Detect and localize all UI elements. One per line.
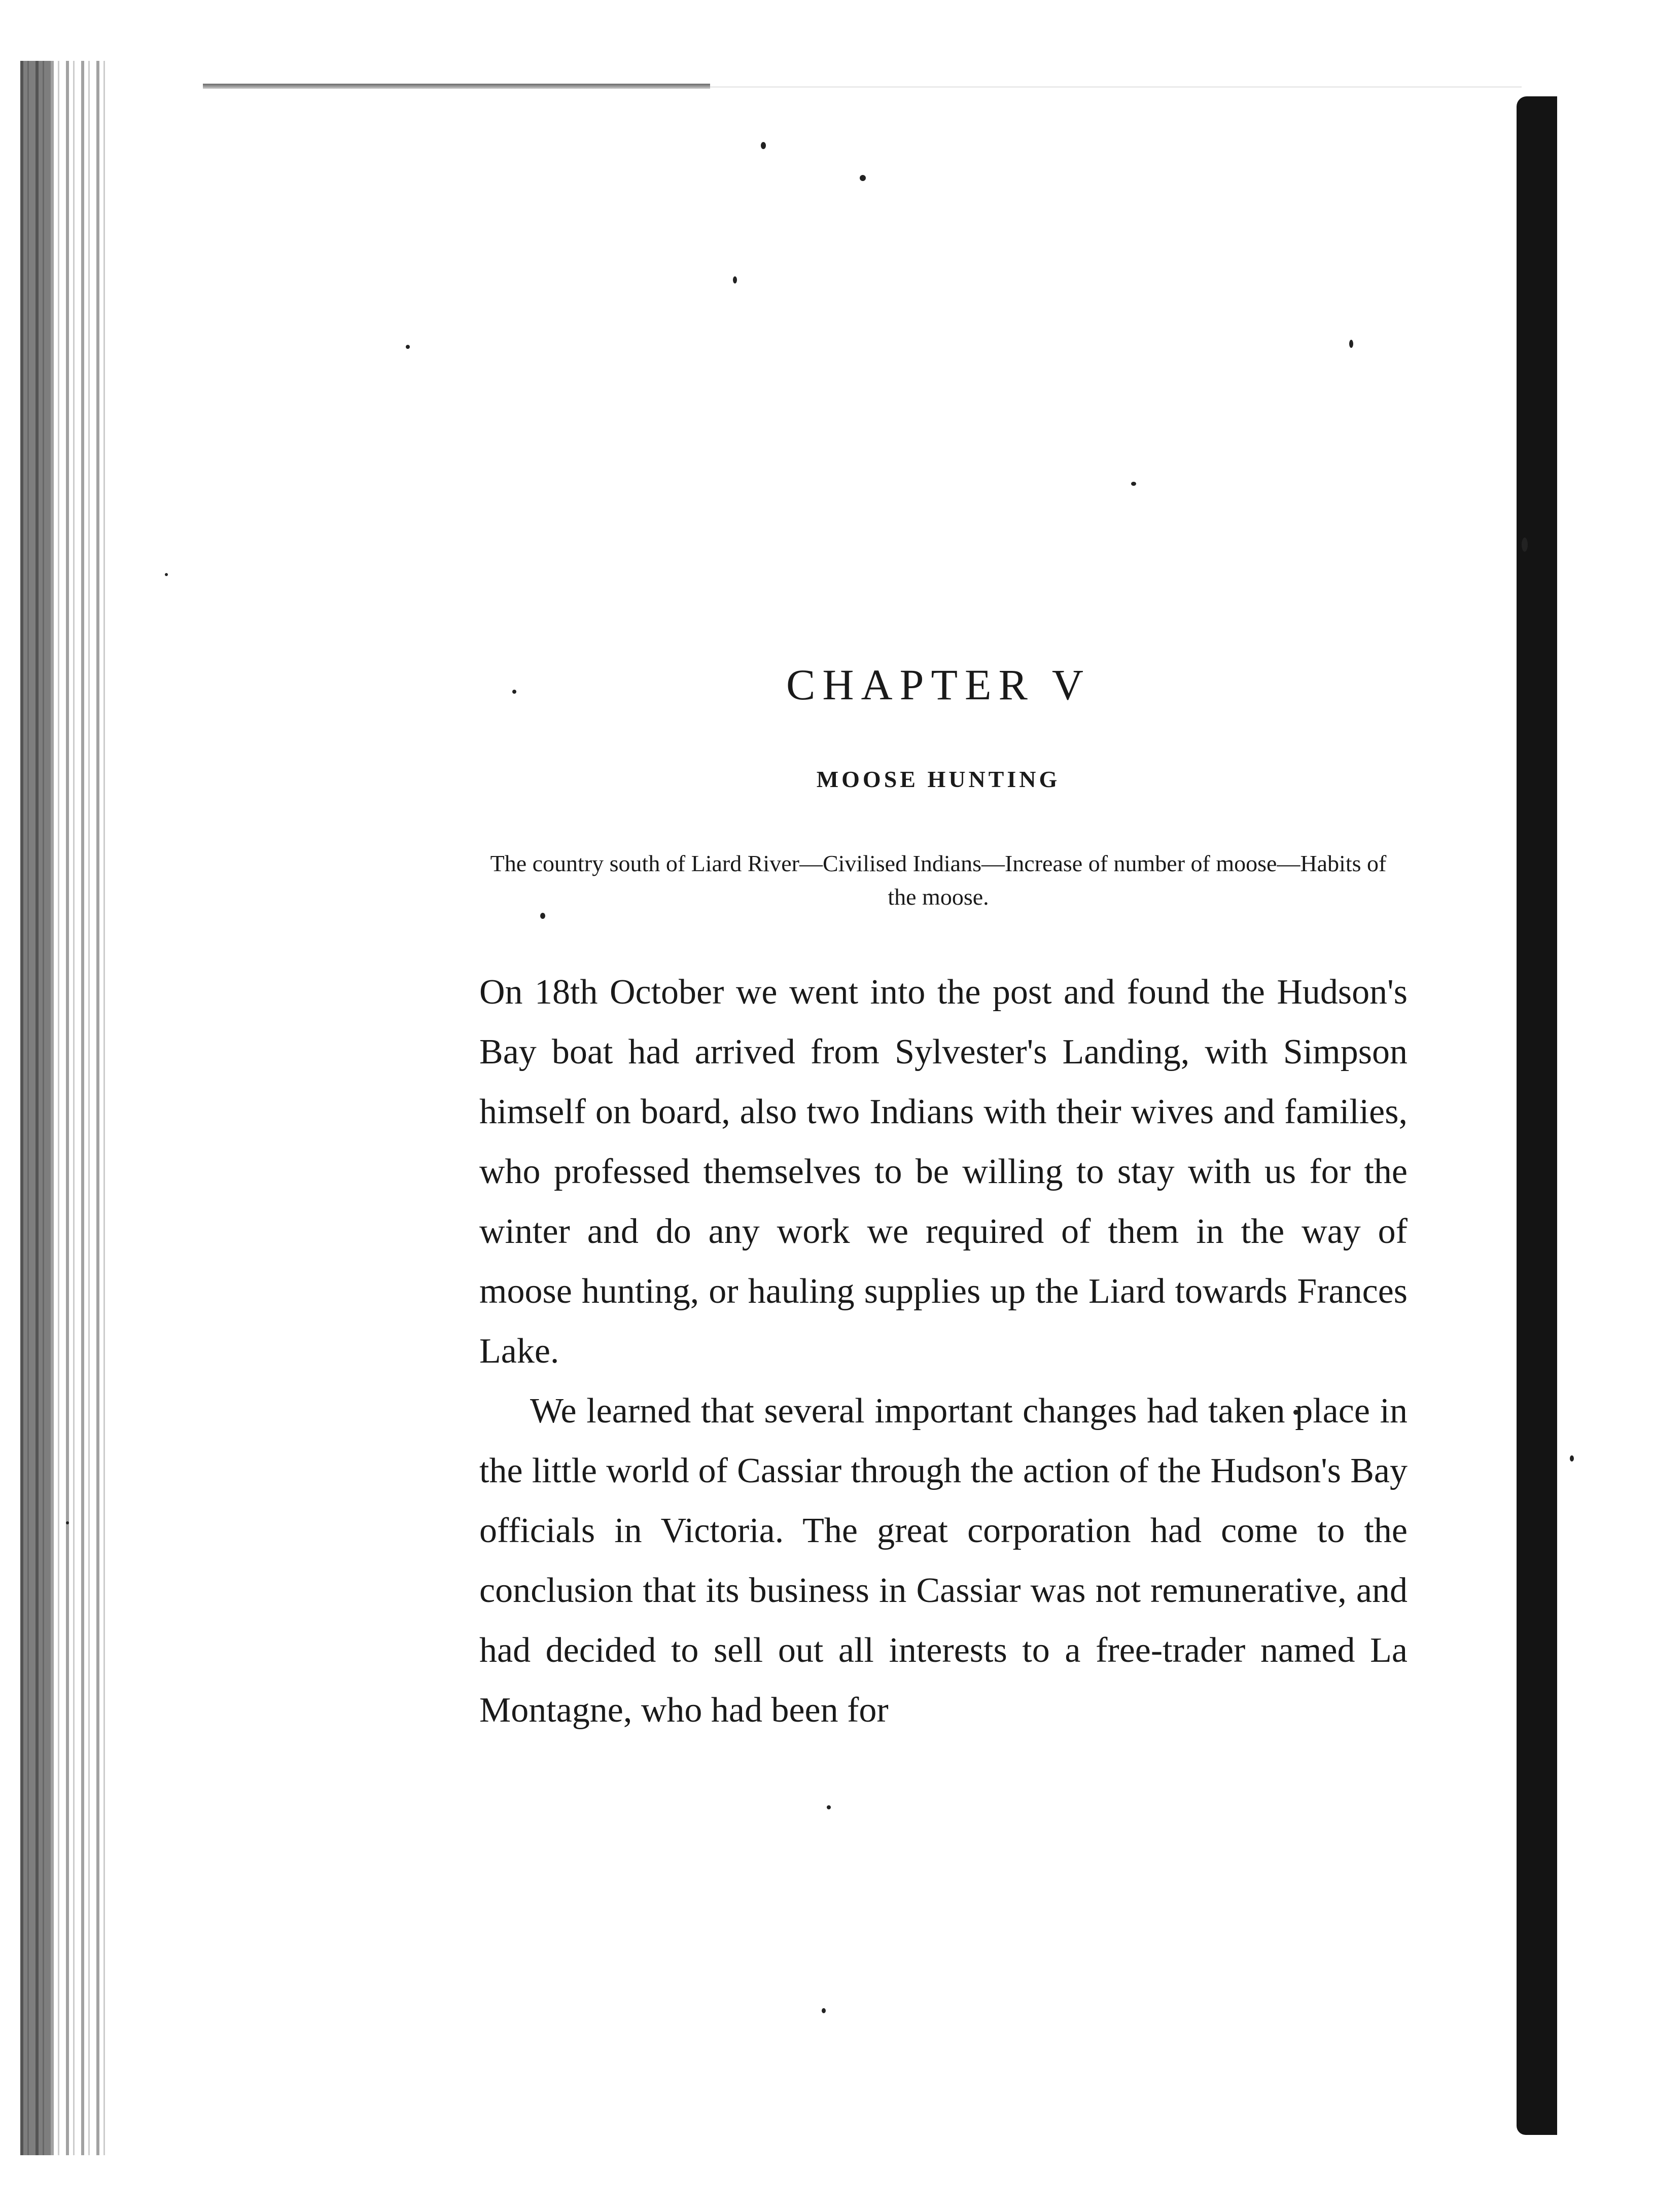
- scan-binding-shadow: [20, 61, 51, 2155]
- chapter-title: CHAPTER V: [786, 660, 1091, 709]
- scan-top-rule-faint: [710, 86, 1522, 88]
- speck: [860, 175, 866, 181]
- scan-top-rule: [203, 84, 710, 89]
- speck: [66, 1521, 69, 1524]
- speck: [1570, 1455, 1574, 1461]
- paragraph: On 18th October we went into the post and found the Hudson's Bay boat had arrived from Sylvester's Landing, with Simpson himself on board, also two Indians with their wives and families, who professed themselves to be willing to stay with us for the winter and do any work we required of them in the way of moose hunting, or hauling supplies up the Liard towards Frances Lake.: [479, 973, 1408, 1371]
- scan-right-border: [1517, 96, 1557, 2135]
- speck: [827, 1805, 831, 1809]
- chapter-synopsis: The country south of Liard River—Civilised Indians—Increase of number of moose—Habits of the moose.: [490, 850, 1387, 910]
- speck: [1131, 482, 1136, 486]
- speck: [512, 690, 516, 694]
- speck: [1522, 538, 1528, 552]
- speck: [733, 276, 737, 283]
- paragraph: We learned that several important changes had taken place in the little world of Cassiar through the action of the Hudson's Bay officials in Victoria. The great corporation had come to the conclusion that its business in Cassiar was not remunerative, and had decided to sell out all interests to a free-trader named La Montagne, who had been for: [479, 1392, 1408, 1730]
- speck: [165, 573, 168, 576]
- speck: [822, 2008, 826, 2013]
- speck: [1349, 340, 1353, 348]
- speck: [761, 142, 766, 149]
- chapter-heading: MOOSE HUNTING: [816, 766, 1061, 792]
- body-text: [479, 962, 1408, 1740]
- speck: [406, 345, 410, 349]
